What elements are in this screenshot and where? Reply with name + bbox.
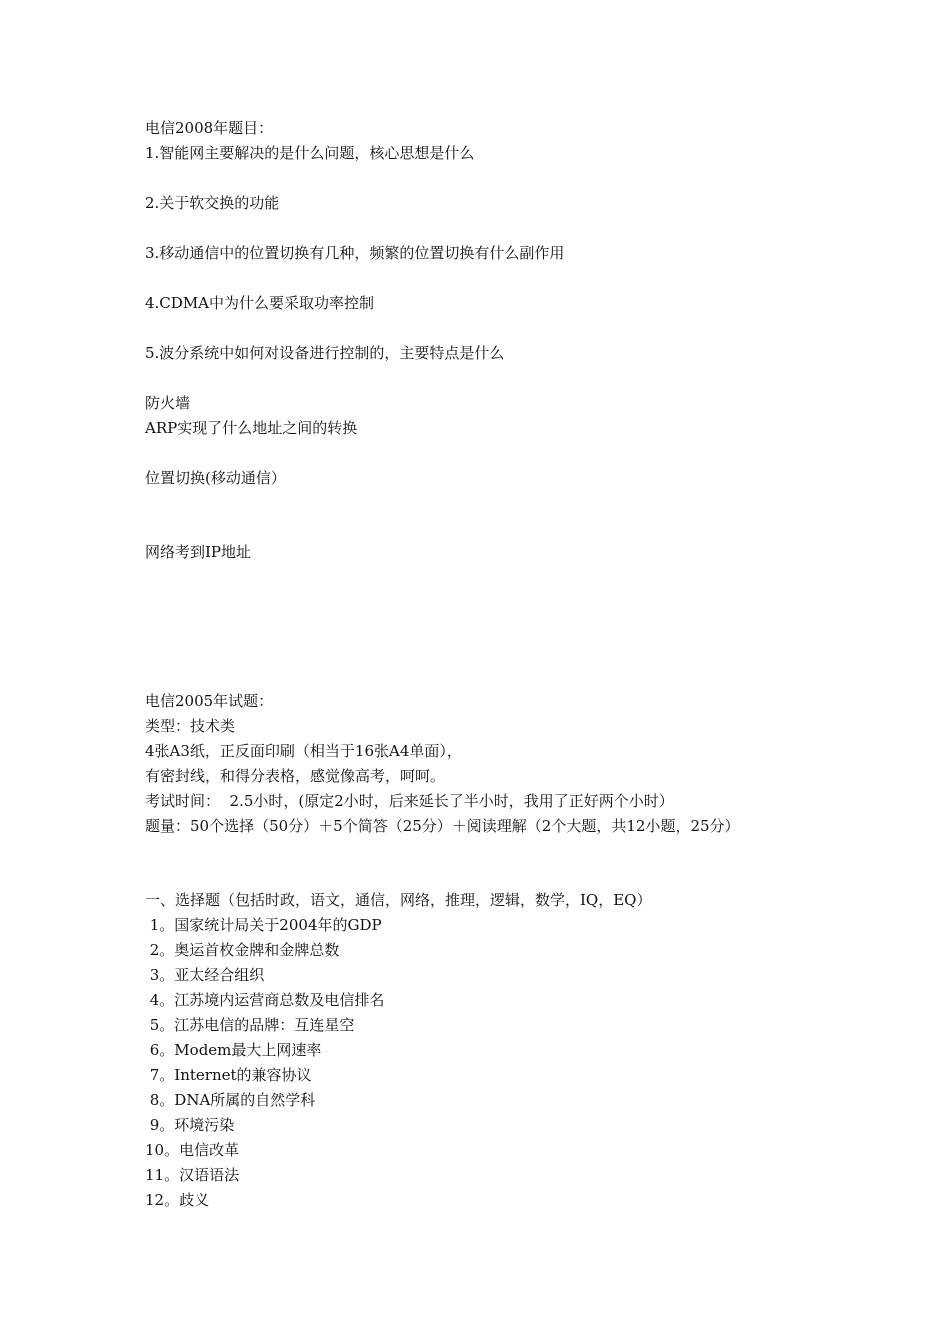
choice-item: 12。歧义	[145, 1191, 210, 1209]
note-firewall: 防火墙	[145, 394, 191, 412]
choice-item: 4。江苏境内运营商总数及电信排名	[145, 991, 385, 1009]
choice-item: 3。亚太经合组织	[145, 966, 265, 984]
section-2005-title: 电信2005年试题：	[145, 692, 274, 710]
question-5: 5.波分系统中如何对设备进行控制的，主要特点是什么	[145, 344, 505, 362]
choice-item: 2。奥运首枚金牌和金牌总数	[145, 941, 340, 959]
choice-section-header: 一、选择题（包括时政，语文，通信，网络，推理，逻辑，数学，IQ，EQ）	[145, 891, 652, 909]
note-arp: ARP实现了什么地址之间的转换	[145, 419, 358, 437]
note-ip-address: 网络考到IP地址	[145, 543, 252, 561]
exam-time: 考试时间： 2.5小时，(原定2小时，后来延长了半小时，我用了正好两个小时）	[145, 792, 674, 810]
section-2008-title: 电信2008年题目：	[145, 119, 274, 137]
exam-type: 类型：技术类	[145, 717, 236, 735]
choice-item: 9。环境污染	[145, 1116, 235, 1134]
choice-item: 11。汉语语法	[145, 1166, 240, 1184]
choice-item: 6。Modem最大上网速率	[145, 1041, 322, 1059]
choice-item: 8。DNA所属的自然学科	[145, 1091, 316, 1109]
note-handover: 位置切换(移动通信）	[145, 469, 286, 487]
question-2: 2.关于软交换的功能	[145, 194, 280, 212]
choice-item: 7。Internet的兼容协议	[145, 1066, 312, 1084]
choice-item: 5。江苏电信的品牌：互连星空	[145, 1016, 355, 1034]
question-4: 4.CDMA中为什么要采取功率控制	[145, 294, 375, 312]
exam-format: 有密封线，和得分表格，感觉像高考，呵呵。	[145, 767, 446, 785]
question-3: 3.移动通信中的位置切换有几种，频繁的位置切换有什么副作用	[145, 244, 565, 262]
exam-volume: 题量：50个选择（50分）＋5个简答（25分）＋阅读理解（2个大题，共12小题，25分）	[145, 817, 740, 835]
choice-item: 1。国家统计局关于2004年的GDP	[145, 916, 382, 934]
exam-paper: 4张A3纸，正反面印刷（相当于16张A4单面），	[145, 742, 462, 760]
choice-item: 10。电信改革	[145, 1141, 240, 1159]
question-1: 1.智能网主要解决的是什么问题，核心思想是什么	[145, 144, 475, 162]
